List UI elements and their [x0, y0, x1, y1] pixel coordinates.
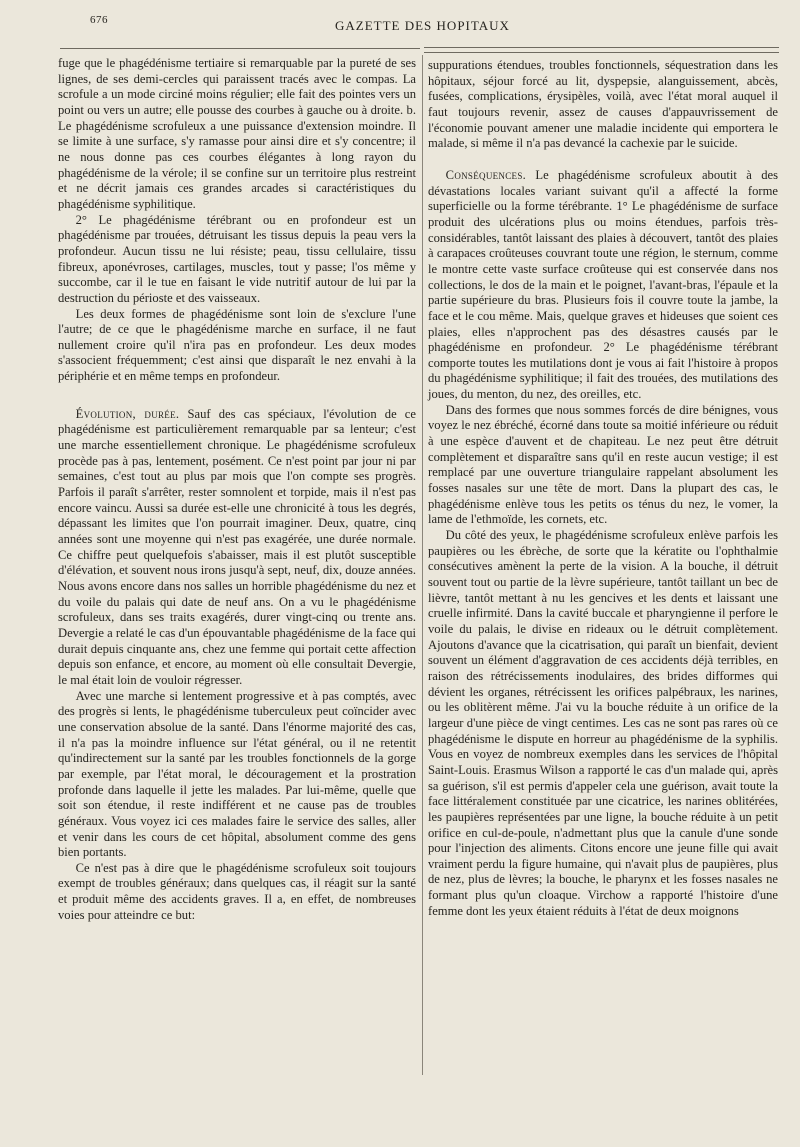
paragraph: Du côté des yeux, le phagédénisme scrofuleux enlève parfois les paupières ou les ébrèche, de sorte que la kératite ou l'ophthalmie consécutives amènent la perte de la vision. A la bouche, il détruit souvent tout ou partie de la lèvre supérieure, tantôt taillant un bec de lièvre, tantôt mettant à nu les gencives et les dents et laissant une cruelle infirmité. Dans la cavité buccale et pharyngienne il perfore le voile du palais, le divise en rideaux ou le détruit complètement. Ajoutons d'avance que la cicatrisation, qui paraît un bienfait, devient souvent un élément d'aggravation de ces accidents déjà terribles, en raison des rétrécissements inodulaires, des brides difformes qui dévient les organes, rétrécissent les orifices palpébraux, les narines, ou les oblitèrent même. J'ai vu la bouche réduite à un orifice de la largeur d'une pièce de vingt centimes. Les cas ne sont pas rares où ce phagédénisme le dispute en horreur au phagédénisme de la syphilis. Vous en voyez de nombreux exemples dans les services de l'hôpital Saint-Louis. Erasmus Wilson a rapporté le cas d'un malade qui, après sa guérison, s'il est permis d'appeler cela une guérison, avait toute la face littéralement constituée par une cicatrice, les narines oblitérées, les paupières représentées par une ligne, la bouche réduite à un petit orifice en cul-de-poule, n'admettant plus que la canule d'une sonde pour l'injection des aliments. Citons encore une jeune fille qui avait vraiment perdu la figure humaine, qui n'avait plus de paupières, plus de nez, plus de lèvres; la bouche, le pharynx et les fosses nasales ne formant plus qu'un cloaque. Virchow a rapporté l'histoire d'une femme dont les yeux étaient réduits à l'état de deux moignons [428, 528, 778, 918]
paragraph: Dans des formes que nous sommes forcés de dire bénignes, vous voyez le nez ébréché, écorné dans toute sa moitié inférieure ou réduit à une espèce d'auvent et de chapiteau. Le nez peut être détruit complètement et disparaître sans qu'il en reste aucun vestige; il est remplacé par une ouverture triangulaire rappelant absolument les fosses nasales sur une tête de mort. Dans la plupart des cas, le phagédénisme enlève tous les petits os ténus du nez, le vomer, la lame de l'ethmoïde, les cornets, etc. [428, 402, 778, 527]
journal-title: GAZETTE DES HOPITAUX [335, 18, 510, 33]
paragraph: fuge que le phagédénisme tertiaire si remarquable par la pureté de ses lignes, de ses demi-cercles qui paraissent tracés avec le compas. La scrofule a un mode circiné moins régulier; elle fait des pointes vers un point ou vers un autre; elle pousse des courbes à gauche ou à droite. b. Le phagédénisme scrofuleux a une puissance d'extension moindre. Il se limite à une surface, s'y ramasse pour ainsi dire et s'y concentre; il ne nous donne pas ces courbes élégantes à long rayon du phagédénisme de la vérole; il se confine sur un territoire plus restreint et ne décrit jamais ces grandes arcades si caractéristiques du phagédénisme syphilitique. [58, 56, 416, 211]
paragraph: 2° Le phagédénisme térébrant ou en profondeur est un phagédénisme par trouées, détruisant les tissus depuis la peau vers la profondeur. Aucun tissu ne lui résiste; peau, tissu cellulaire, tissu fibreux, aponévroses, cartilages, muscles, tout y passe; l'os même y succombe, car il le tue en faisant le vide nutritif autour de lui par la destruction du périoste et des vaisseaux. [58, 212, 416, 305]
column-divider [422, 55, 423, 1075]
paragraph: Ce n'est pas à dire que le phagédénisme scrofuleux soit toujours exempt de troubles généraux; dans quelques cas, il réagit sur la santé et produit même des accidents graves. Il a, en effet, de nombreuses voies pour atteindre ce but: [58, 860, 416, 922]
header-rule-right-top [424, 47, 779, 48]
section-lead: Conséquences. [445, 167, 527, 182]
paragraph-consequences [428, 168, 778, 403]
paragraph: Avec une marche si lentement progressive et à pas comptés, avec des progrès si lents, le phagédénisme tuberculeux peut coïncider avec une conservation absolue de la santé. Dans l'énorme majorité des cas, il n'a pas la moindre influence sur l'état général, ou il ne retentit qu'indirectement sur la santé par les troubles fonctionnels de la gorge par exemple, par l'état moral, le découragement et la prostration profonde dans laquelle il jette les malades. Par lui-même, quelle que soit son étendue, il reste indifférent et ne cause pas de troubles généraux. Vous voyez ici ces malades faire le service des salles, aller et venir dans les cours de cet hôpital, absolument comme des gens bien portants. [58, 688, 416, 860]
header-rule-right-bottom [424, 52, 779, 53]
right-column [428, 58, 778, 919]
left-column [58, 56, 416, 923]
paragraph: suppurations étendues, troubles fonctionnels, séquestration dans les hôpitaux, séjour forcé au lit, dyspepsie, alanguissement, abcès, fusées, complications, érysipèles, voilà, avec l'état moral auquel il faut toujours revenir, assez de causes d'appauvrissement de l'économie pouvant amener une maladie incidente qui emportera le malade, si même il n'a pas devancé la cachexie par le suicide. [428, 58, 778, 151]
page-header [0, 0, 800, 40]
paragraph-evolution [58, 407, 416, 689]
paragraph-text: Le phagédénisme scrofuleux aboutit à des dévastations locales variant suivant qu'il a affecté la forme superficielle ou la forme térébrante. 1° Le phagédénisme de surface produit des ulcérations plus ou moins étendues, parfois très-considérables, tantôt laissant des plaies à découvert, tantôt des plaies à carapaces croûteuses couvrant toute une région, le sternum, comme le montre cette vaste surface croûteuse qui est conservée dans nos collections, le dos de la main et le poignet, l'avant-bras, l'épaule et la partie supérieure du bras. Plusieurs fois il couvre toute la jambe, la face et le cou même. Mais, quelque graves et hideuses que soient ces plaies, elles n'approchent pas des désastres causés par le phagédénisme en profondeur. 2° Le phagédénisme térébrant comporte toutes les mutilations dont je vous ai fait l'histoire à propos du phagédénisme syphilitique; il fait des trouées, des mutilations des joues, du menton, du nez, des oreilles, etc. [428, 167, 778, 402]
paragraph: Les deux formes de phagédénisme sont loin de s'exclure l'une l'autre; de ce que le phagédénisme marche en surface, il ne faut nullement croire qu'il n'ira pas en profondeur. Les deux modes s'associent fréquemment; c'est ainsi que disparaît le nez envahi à la périphérie et en même temps en profondeur. [58, 306, 416, 384]
page-number: 676 [90, 14, 108, 26]
section-lead: Évolution, durée. [75, 406, 180, 421]
paragraph-text: Sauf des cas spéciaux, l'évolution de ce phagédénisme est particulièrement remarquable par sa lenteur; c'est une marche essentiellement chronique. Le phagédénisme scrofuleux procède pas à pas, lentement, posément. Ce n'est point par jour ni par semaines, c'est tout au plus par mois que l'on compte ses progrès. Parfois il paraît s'arrêter, rester somnolent et torpide, mais il n'est pas encore vaincu. Aussi sa durée est-elle une chronicité à tous les degrés, dépassant les limites que l'on pourrait imaginer. Deux, quatre, cinq années sont une moyenne qui n'est pas exagérée, une durée normale. Ce chiffre peut quelquefois s'abaisser, mais il est plutôt susceptible d'élévation, et souvent nous irons jusqu'à sept, neuf, dix, douze années. Nous avons encore dans nos salles un horrible phagédénisme du nez et du voile du palais qui date de neuf ans. On a vu le phagédénisme scrofuleux, dans ses traits exagérés, durer vingt-cinq ou trente ans. Devergie a relaté le cas d'un épouvantable phagédénisme de la face qui durait depuis cinquante ans, chez une femme qui portait cette affection depuis son enfance, et encore, au moment où elle consultait Devergie, le mal était loin de vouloir régresser. [58, 406, 416, 687]
header-rule-left [60, 48, 420, 49]
